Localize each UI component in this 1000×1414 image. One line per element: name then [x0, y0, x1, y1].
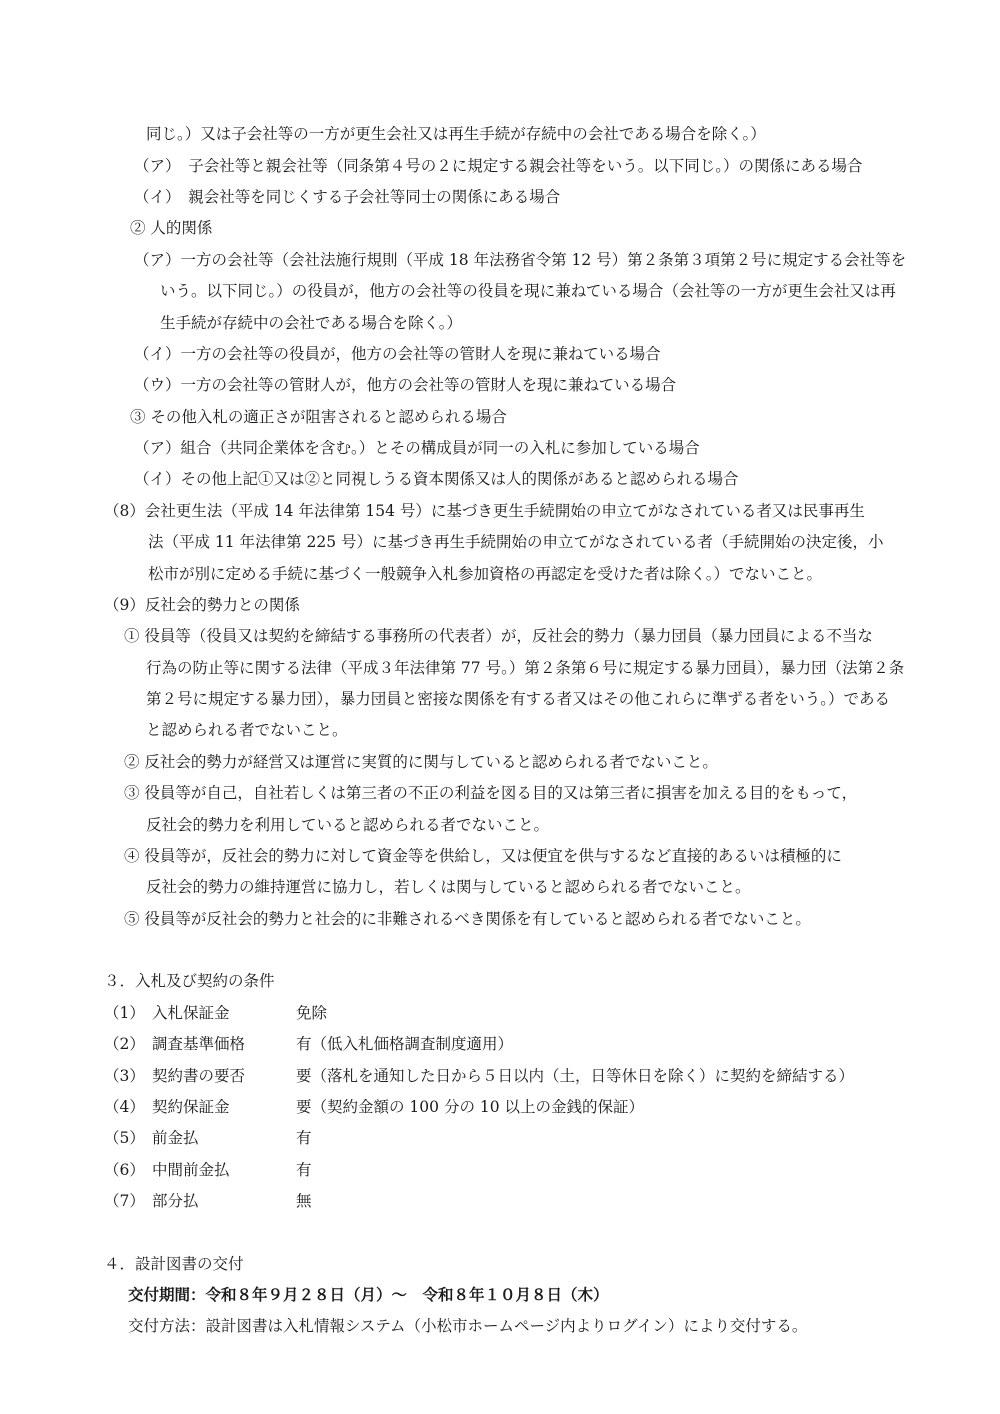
text-line: （ア）一方の会社等（会社法施行規則（平成 18 年法務省令第 12 号）第２条第３項第２号に規定する会社等を: [134, 251, 907, 269]
condition-number: （2）: [104, 1035, 145, 1053]
condition-label: 契約書の要否: [152, 1067, 246, 1085]
condition-number: （4）: [104, 1098, 145, 1116]
text-line: （イ）一方の会社等の役員が，他方の会社等の管財人を現に兼ねている場合: [134, 345, 661, 363]
text-line: （イ） 親会社等を同じくする子会社等同士の関係にある場合: [134, 188, 561, 206]
condition-number: （5）: [104, 1129, 145, 1147]
text-line: （ア） 子会社等と親会社等（同条第４号の２に規定する親会社等をいう。以下同じ。）の関係にある場合: [134, 157, 863, 175]
distribution-method: 交付方法：設計図書は入札情報システム（小松市ホームページ内よりログイン）により交付する。: [128, 1317, 808, 1335]
text-line: 反社会的勢力を利用していると認められる者でないこと。: [146, 816, 550, 834]
condition-value: 要（契約金額の 100 分の 10 以上の金銭的保証）: [296, 1098, 645, 1116]
text-line: ④ 役員等が，反社会的勢力に対して資金等を供給し，又は便宜を供与するなど直接的あるいは積極的に: [124, 847, 842, 865]
condition-number: （3）: [104, 1067, 145, 1085]
condition-label: 契約保証金: [152, 1098, 230, 1116]
condition-value: 無: [296, 1192, 312, 1210]
text-line: （9）反社会的勢力との関係: [104, 596, 300, 614]
condition-number: （7）: [104, 1192, 145, 1210]
condition-value: 有: [296, 1129, 312, 1147]
text-line: 松市が別に定める手続に基づく一般競争入札参加資格の再認定を受けた者は除く。）でないこと。: [148, 565, 822, 583]
text-line: 行為の防止等に関する法律（平成３年法律第 77 号。）第２条第６号に規定する暴力団員），暴力団（法第２条: [146, 659, 905, 677]
condition-label: 前金払: [152, 1129, 199, 1147]
text-line: と認められる者でないこと。: [146, 721, 348, 739]
condition-label: 部分払: [152, 1192, 199, 1210]
text-line: ② 反社会的勢力が経営又は運営に実質的に関与していると認められる者でないこと。: [124, 753, 718, 771]
condition-number: （6）: [104, 1161, 145, 1179]
text-line: （ウ）一方の会社等の管財人が，他方の会社等の管財人を現に兼ねている場合: [134, 376, 677, 394]
text-line: （ア）組合（共同企業体を含む。）とその構成員が同一の入札に参加している場合: [134, 439, 700, 457]
condition-label: 調査基準価格: [152, 1035, 246, 1053]
text-line: ⑤ 役員等が反社会的勢力と社会的に非難されるべき関係を有していると認められる者でないこと。: [124, 910, 811, 928]
condition-label: 入札保証金: [152, 1004, 230, 1022]
text-line: （イ）その他上記①又は②と同視しうる資本関係又は人的関係があると認められる場合: [134, 470, 739, 488]
text-line: 同じ。）又は子会社等の一方が更生会社又は再生手続が存続中の会社である場合を除く。）: [146, 125, 766, 143]
section-heading: ３．入札及び契約の条件: [104, 972, 275, 990]
text-line: ③ 役員等が自己，自社若しくは第三者の不正の利益を図る目的又は第三者に損害を加える目的をもって，: [124, 784, 858, 802]
section-heading: ４．設計図書の交付: [104, 1255, 244, 1273]
text-line: ① 役員等（役員又は契約を締結する事務所の代表者）が，反社会的勢力（暴力団員（暴力団員による不当な: [124, 627, 873, 645]
text-line: 生手続が存続中の会社である場合を除く。）: [160, 314, 462, 332]
text-line: いう。以下同じ。）の役員が，他方の会社等の役員を現に兼ねている場合（会社等の一方が更生会社又は再: [160, 282, 896, 300]
condition-label: 中間前金払: [152, 1161, 230, 1179]
condition-value: 有（低入札価格調査制度適用）: [296, 1035, 514, 1053]
condition-value: 要（落札を通知した日から５日以内（土，日等休日を除く）に契約を締結する）: [296, 1067, 855, 1085]
condition-number: （1）: [104, 1004, 145, 1022]
text-line: ③ その他入札の適正さが阻害されると認められる場合: [130, 408, 507, 426]
condition-value: 有: [296, 1161, 312, 1179]
text-line: 法（平成 11 年法律第 225 号）に基づき再生手続開始の申立てがなされている者（手続開始の決定後，小: [148, 533, 884, 551]
text-line: 反社会的勢力の維持運営に協力し，若しくは関与していると認められる者でないこと。: [146, 878, 751, 896]
condition-value: 免除: [296, 1004, 328, 1022]
distribution-period: 交付期間：令和８年９月２８日（月）～ 令和８年１０月８日（木）: [128, 1285, 609, 1304]
text-line: ② 人的関係: [130, 219, 213, 237]
text-line: （8）会社更生法（平成 14 年法律第 154 号）に基づき更生手続開始の申立てがなされている者又は民事再生: [104, 502, 865, 520]
text-line: 第２号に規定する暴力団），暴力団員と密接な関係を有する者又はその他これらに準ずる者をいう。）である: [146, 690, 891, 708]
